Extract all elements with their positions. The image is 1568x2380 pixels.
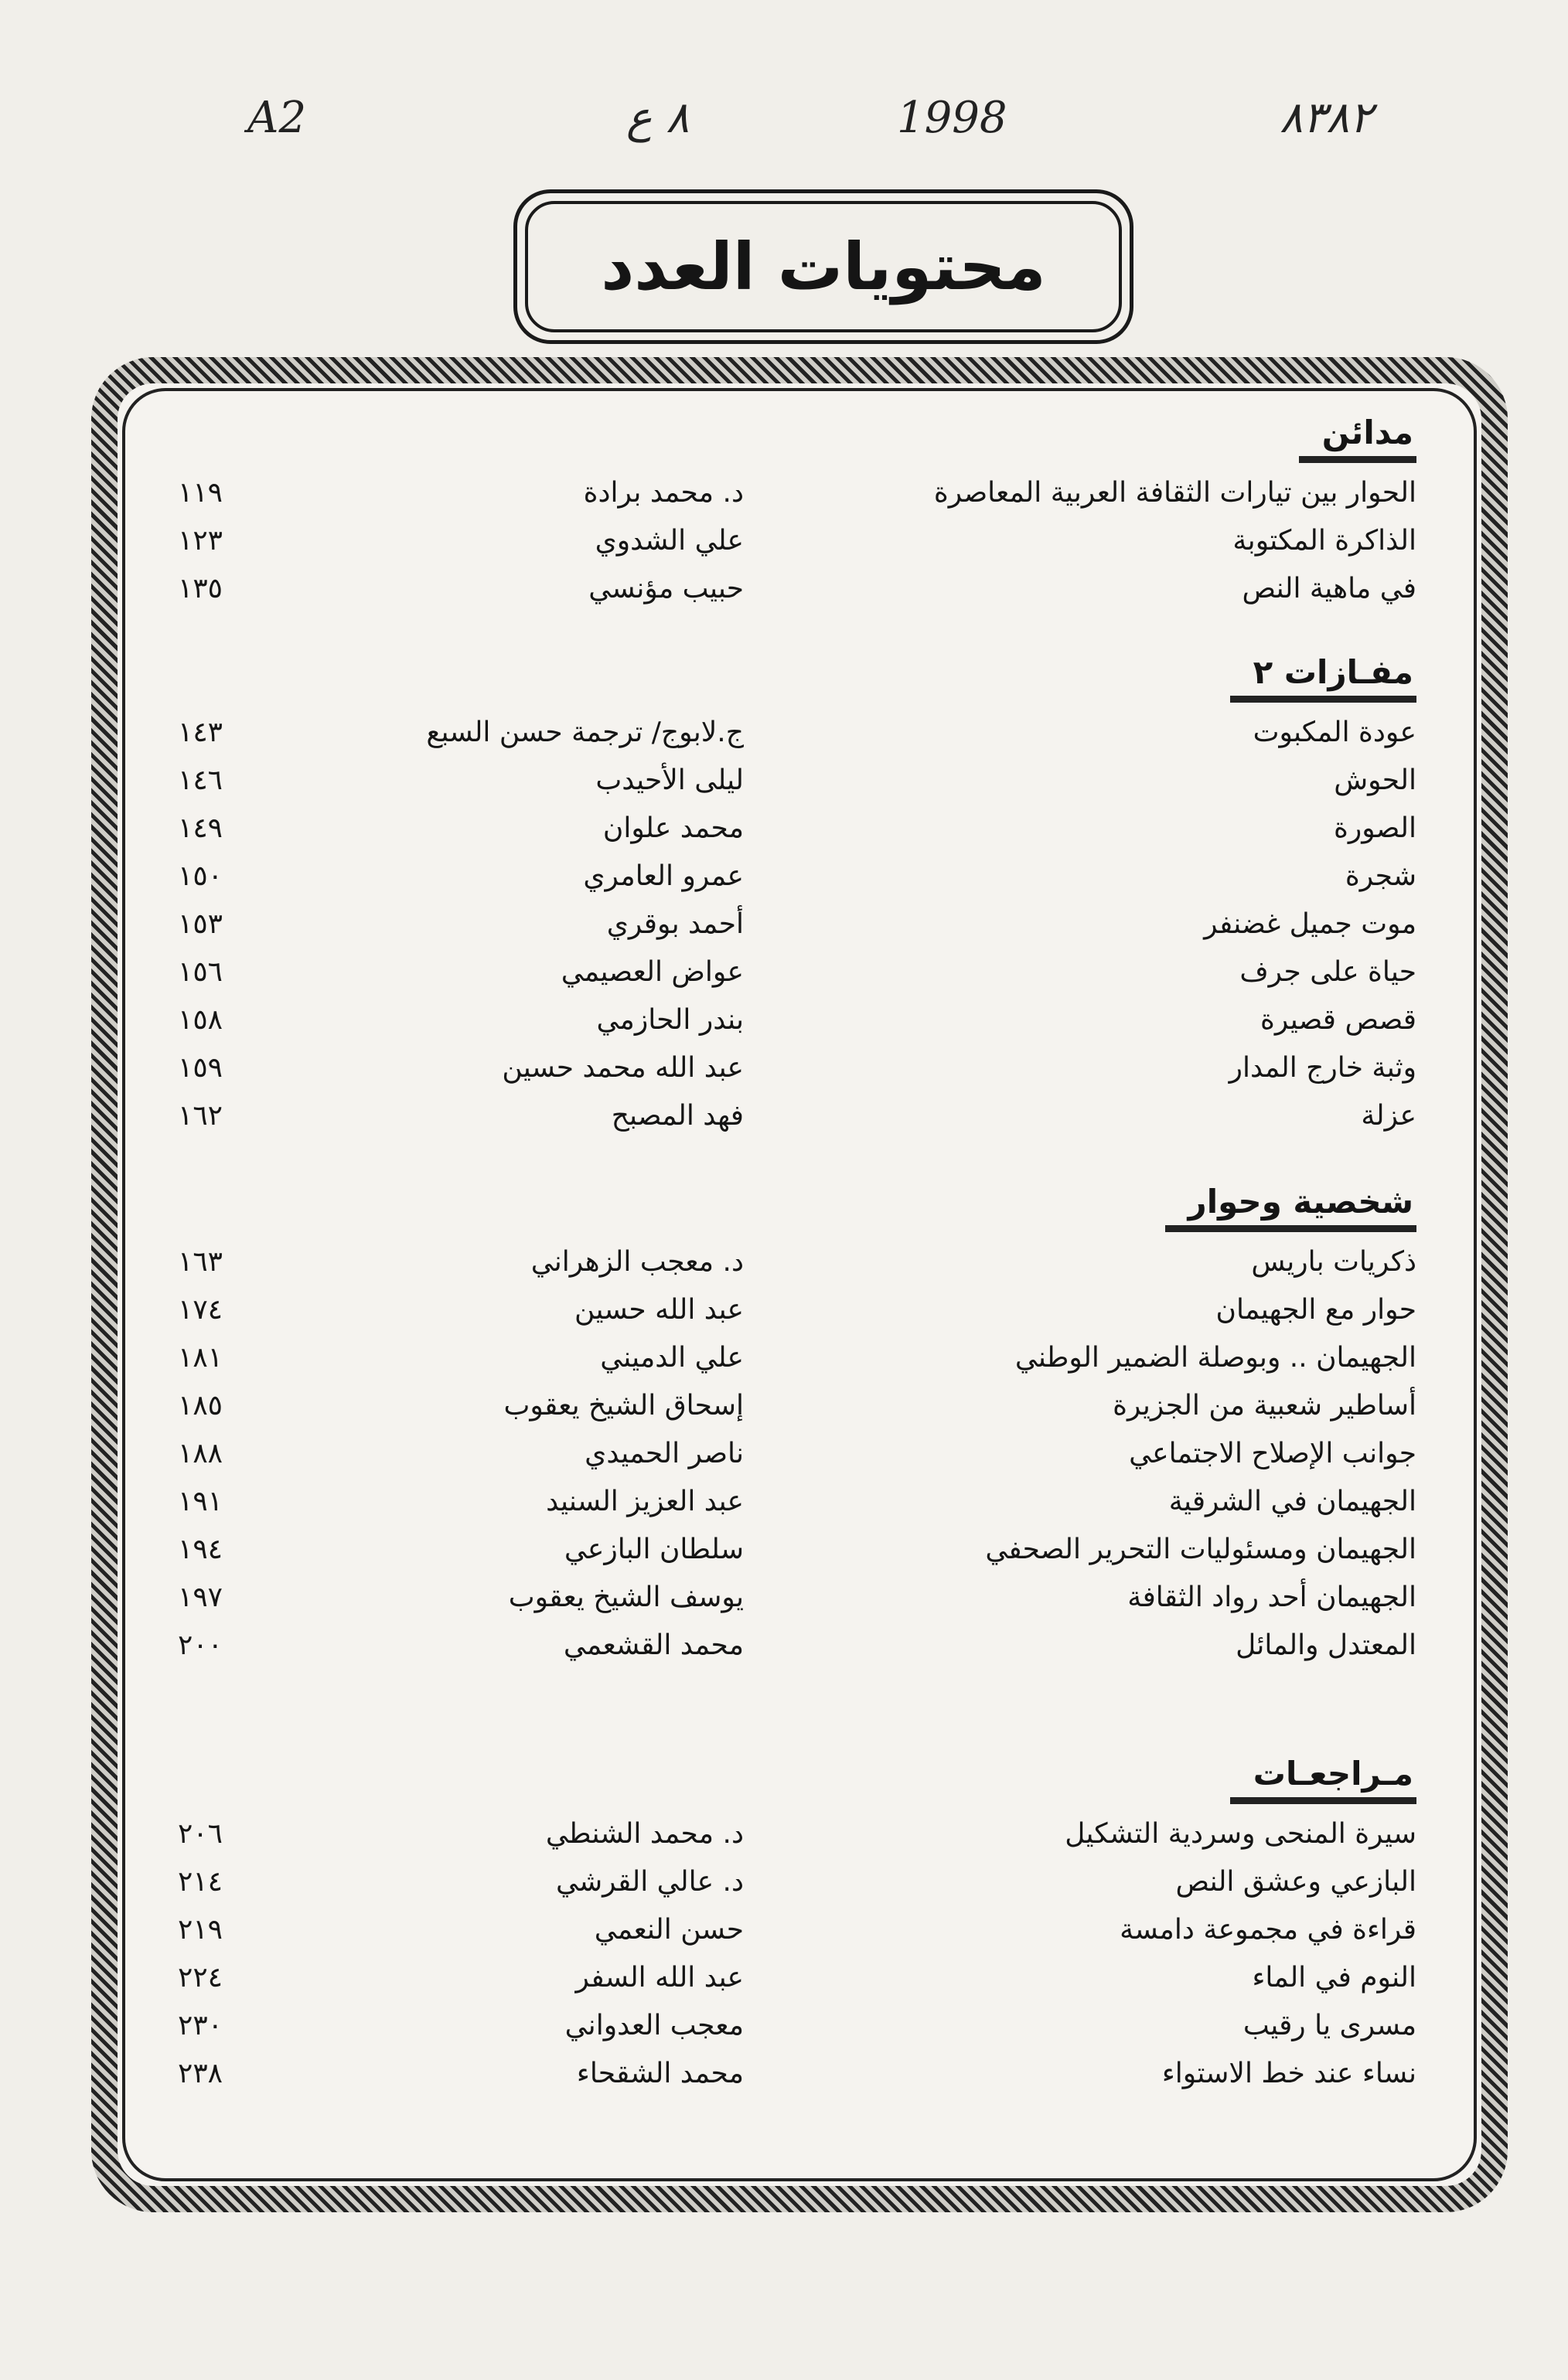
entry-title: في ماهية النص xyxy=(1242,573,1416,604)
entry-title: الجهيمان في الشرقية xyxy=(1168,1486,1416,1517)
toc-row xyxy=(178,1810,1416,1858)
entry-title: الجهيمان .. وبوصلة الضمير الوطني xyxy=(1014,1342,1416,1374)
toc-row xyxy=(178,469,1416,517)
title-box xyxy=(513,189,1133,344)
toc-row xyxy=(178,1954,1416,2002)
toc-row xyxy=(178,1286,1416,1334)
toc-row xyxy=(178,948,1416,996)
entry-author: عواض العصيمي xyxy=(561,956,744,988)
entry-author: سلطان البازعي xyxy=(564,1534,744,1565)
entry-title: أساطير شعبية من الجزيرة xyxy=(1113,1390,1416,1422)
entry-page: ١٩١ xyxy=(178,1486,223,1517)
entry-page: ١٧٤ xyxy=(178,1294,223,1326)
entry-title: وثبة خارج المدار xyxy=(1229,1052,1416,1084)
toc-row xyxy=(178,517,1416,565)
entry-author: عبد الله حسين xyxy=(574,1294,744,1326)
toc-row xyxy=(178,1526,1416,1574)
entry-author: علي الشدوي xyxy=(595,525,744,557)
entry-title: شجرة xyxy=(1345,860,1416,892)
entry-page: ١٤٣ xyxy=(178,717,223,748)
toc-row xyxy=(178,1430,1416,1478)
entry-page: ١٥٩ xyxy=(178,1052,223,1084)
entry-title: عزلة xyxy=(1361,1100,1416,1132)
entry-title: جوانب الإصلاح الاجتماعي xyxy=(1129,1438,1416,1469)
toc-row xyxy=(178,757,1416,805)
toc-row xyxy=(178,1334,1416,1382)
entry-page: ١٩٤ xyxy=(178,1534,223,1565)
entry-author: ناصر الحميدي xyxy=(585,1438,744,1469)
entry-author: عبد الله محمد حسين xyxy=(502,1052,744,1084)
entry-author: عمرو العامري xyxy=(583,860,744,892)
entry-page: ١٢٣ xyxy=(178,525,223,557)
entry-author: عبد العزيز السنيد xyxy=(546,1486,744,1517)
entry-author: معجب العدواني xyxy=(564,2010,744,2041)
entry-page: ٢١٤ xyxy=(178,1866,223,1898)
section-title: شخصية وحوار xyxy=(1165,1183,1416,1232)
section-personality xyxy=(178,1183,1416,1670)
section-madain xyxy=(178,414,1416,613)
entry-page: ٢٣٠ xyxy=(178,2010,223,2041)
entry-author: د. محمد الشنطي xyxy=(545,1818,744,1850)
entry-author: د. عالي القرشي xyxy=(556,1866,744,1898)
entry-author: عبد الله السفر xyxy=(575,1962,744,1994)
entry-page: ٢٣٨ xyxy=(178,2058,223,2089)
entry-title: حوار مع الجهيمان xyxy=(1215,1294,1416,1326)
entry-title: الجهيمان أحد رواد الثقافة xyxy=(1127,1582,1416,1613)
entry-title: نساء عند خط الاستواء xyxy=(1161,2058,1416,2089)
toc-row xyxy=(178,901,1416,948)
toc-row xyxy=(178,853,1416,901)
toc-row xyxy=(178,709,1416,757)
entry-author: أحمد بوقري xyxy=(606,908,744,940)
section-reviews xyxy=(178,1755,1416,2098)
section-title: مدائن xyxy=(1299,414,1416,463)
handwritten-a2: A2 xyxy=(247,93,307,143)
entry-author: إسحاق الشيخ يعقوب xyxy=(503,1390,744,1422)
entry-title: قراءة في مجموعة دامسة xyxy=(1120,1914,1416,1946)
toc-row xyxy=(178,1092,1416,1140)
entry-title: الحوار بين تيارات الثقافة العربية المعاصرة xyxy=(933,477,1416,509)
handwritten-id: ٨٣٨٢ xyxy=(1280,93,1373,143)
entry-page: ١٩٧ xyxy=(178,1582,223,1613)
entry-page: ١٨٨ xyxy=(178,1438,223,1469)
entry-author: يوسف الشيخ يعقوب xyxy=(508,1582,744,1613)
entry-title: النوم في الماء xyxy=(1252,1962,1416,1994)
toc-row xyxy=(178,1382,1416,1430)
entry-page: ١٤٦ xyxy=(178,764,223,796)
entry-page: ١١٩ xyxy=(178,477,223,509)
toc-row xyxy=(178,2002,1416,2050)
toc-row xyxy=(178,805,1416,853)
entry-page: ٢٠٠ xyxy=(178,1629,223,1661)
handwritten-year: 1998 xyxy=(897,93,1007,143)
toc-row xyxy=(178,1906,1416,1954)
entry-title: سيرة المنحى وسردية التشكيل xyxy=(1065,1818,1416,1850)
entry-page: ١٦٣ xyxy=(178,1246,223,1278)
handwritten-issue: ٨ ع xyxy=(626,93,690,143)
page-title: محتويات العدد xyxy=(601,229,1046,305)
entry-author: د. معجب الزهراني xyxy=(530,1246,744,1278)
toc-row xyxy=(178,1044,1416,1092)
entry-page: ١٥٠ xyxy=(178,860,223,892)
entry-title: قصص قصيرة xyxy=(1260,1004,1416,1036)
entry-title: الذاكرة المكتوبة xyxy=(1232,525,1416,557)
toc-row xyxy=(178,2050,1416,2098)
title-inner-frame xyxy=(525,201,1122,332)
entry-author: محمد علوان xyxy=(602,812,744,844)
entry-title: حياة على جرف xyxy=(1239,956,1416,988)
toc-row xyxy=(178,1574,1416,1622)
entry-title: المعتدل والمائل xyxy=(1236,1629,1416,1661)
entry-page: ١٥٨ xyxy=(178,1004,223,1036)
entry-page: ٢١٩ xyxy=(178,1914,223,1946)
entry-author: حبيب مؤنسي xyxy=(588,573,744,604)
entry-title: ذكريات باريس xyxy=(1251,1246,1416,1278)
entry-page: ١٦٢ xyxy=(178,1100,223,1132)
entry-author: محمد القشعمي xyxy=(563,1629,744,1661)
entry-title: الصورة xyxy=(1333,812,1416,844)
entry-author: ج.لابوج/ ترجمة حسن السبع xyxy=(426,717,744,748)
entry-author: محمد الشقحاء xyxy=(576,2058,744,2089)
entry-page: ٢٠٦ xyxy=(178,1818,223,1850)
entry-author: د. محمد برادة xyxy=(583,477,744,509)
entry-title: مسرى يا رقيب xyxy=(1242,2010,1416,2041)
entry-author: حسن النعمي xyxy=(594,1914,744,1946)
section-title: مـراجعـات xyxy=(1230,1755,1416,1804)
entry-title: الحوش xyxy=(1334,764,1416,796)
entry-title: الجهيمان ومسئوليات التحرير الصحفي xyxy=(985,1534,1416,1565)
entry-page: ١٤٩ xyxy=(178,812,223,844)
entry-author: بندر الحازمي xyxy=(596,1004,744,1036)
entry-page: ١٣٥ xyxy=(178,573,223,604)
toc-row xyxy=(178,1858,1416,1906)
toc-row xyxy=(178,565,1416,613)
entry-author: فهد المصبح xyxy=(611,1100,744,1132)
entry-page: ١٥٦ xyxy=(178,956,223,988)
toc-row xyxy=(178,996,1416,1044)
entry-page: ٢٢٤ xyxy=(178,1962,223,1994)
section-mafazat xyxy=(178,653,1416,1140)
entry-title: عودة المكبوت xyxy=(1253,717,1416,748)
section-title: مفـازات ٢ xyxy=(1230,653,1416,703)
toc-row xyxy=(178,1238,1416,1286)
entry-page: ١٨٥ xyxy=(178,1390,223,1422)
entry-page: ١٥٣ xyxy=(178,908,223,940)
toc-row xyxy=(178,1622,1416,1670)
entry-page: ١٨١ xyxy=(178,1342,223,1374)
entry-title: البازعي وعشق النص xyxy=(1175,1866,1416,1898)
entry-author: ليلى الأحيدب xyxy=(595,764,744,796)
entry-author: علي الدميني xyxy=(600,1342,744,1374)
toc-row xyxy=(178,1478,1416,1526)
entry-title: موت جميل غضنفر xyxy=(1204,908,1416,940)
